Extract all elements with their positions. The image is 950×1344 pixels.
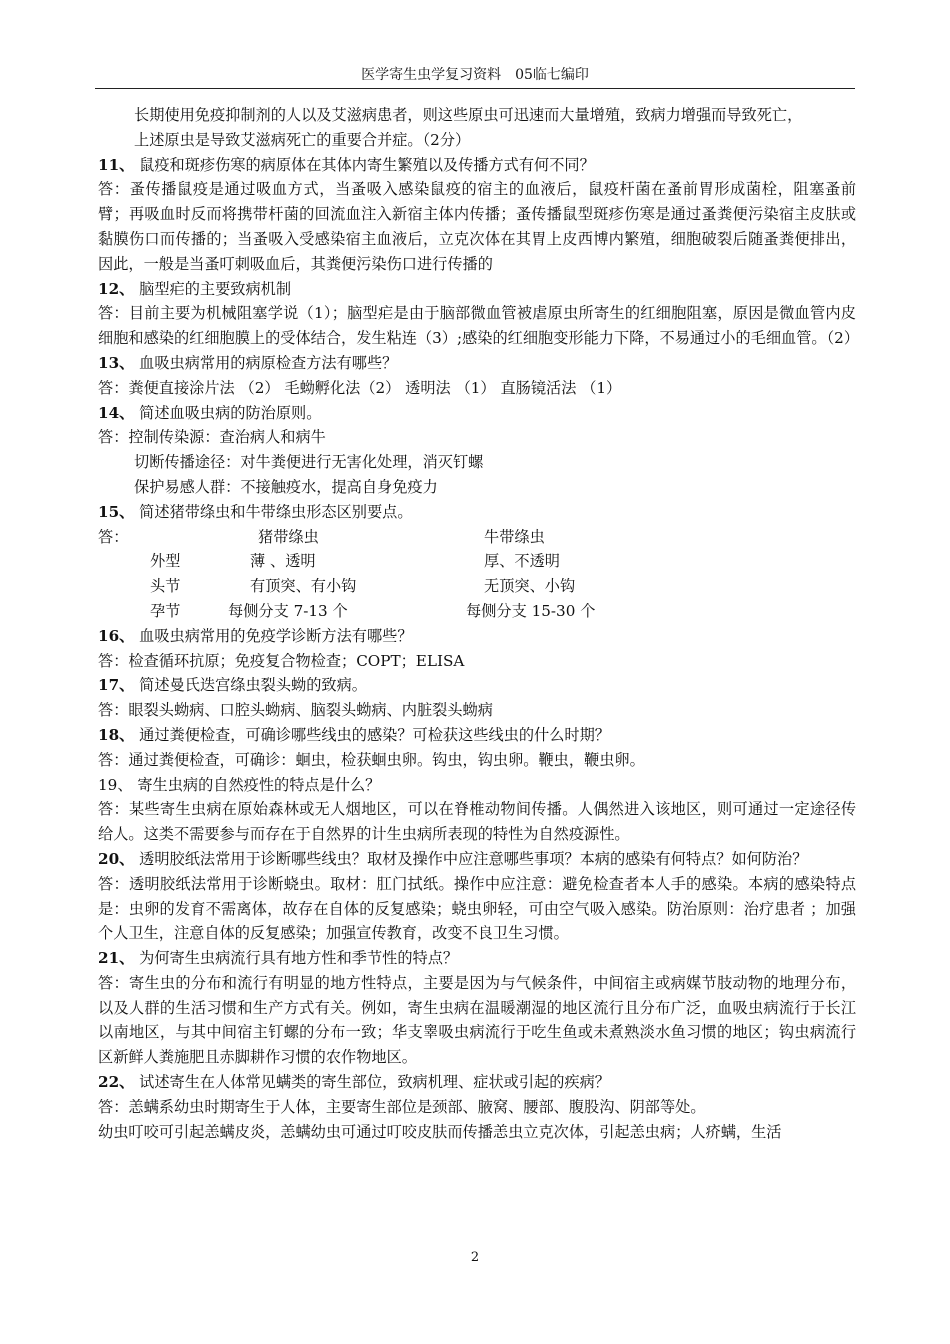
question-text: 简述猪带绦虫和牛带绦虫形态区别要点。 [134,502,413,521]
answer-18: 答：通过粪便检查，可确诊：蛔虫，检获蛔虫卵。钩虫，钩虫卵。鞭虫，鞭虫卵。 [98,750,645,769]
intro-paragraph [98,103,856,153]
question-text: 试述寄生在人体常见螨类的寄生部位，致病机理、症状或引起的疾病？ [134,1073,610,1092]
question-number: 14、 [98,403,135,422]
question-text: 简述血吸虫病的防治原则。 [134,403,322,422]
column-header-pork-tapeworm: 猪带绦虫 [258,527,319,546]
answer-22-line-2: 幼虫叮咬可引起恙螨皮炎，恙螨幼虫可通过叮咬皮肤而传播恙虫立克次体，引起恙虫病；人疥螨，生活 [98,1122,782,1141]
answer-22-line-1: 答：恙螨系幼虫时期寄生于人体，主要寄生部位是颈部、腋窝、腰部、腹股沟、阴部等处。 [98,1097,706,1116]
document-body [98,103,860,1144]
question-13 [98,351,856,376]
cell-beef: 每侧分支 15-30 个 [466,601,596,620]
question-text: 透明胶纸法常用于诊断哪些线虫？取材及操作中应注意哪些事项？本病的感染有何特点？如何防治？ [134,849,808,868]
question-text: 通过粪便检查，可确诊哪些线虫的感染？可检获这些线虫的什么时期？ [134,725,610,744]
question-number: 17、 [98,676,135,695]
column-header-beef-tapeworm: 牛带绦虫 [484,527,545,546]
answer-14-line-1: 答：控制传染源：查治病人和病牛 [98,428,326,447]
question-19 [98,773,856,798]
question-number: 21、 [98,949,135,968]
question-number: 19、 [98,775,133,794]
answer-17: 答：眼裂头蚴病、口腔头蚴病、脑裂头蚴病、内脏裂头蚴病 [98,701,493,720]
comparison-table-header [98,525,856,550]
question-text: 寄生虫病的自然疫性的特点是什么？ [132,775,381,794]
comparison-table-row [98,599,856,624]
running-header: 医学寄生虫学复习资料 05临七编印 [95,64,855,89]
row-label: 孕节 [150,601,181,620]
question-number: 12、 [98,279,135,298]
question-text: 为何寄生虫病流行具有地方性和季节性的特点？ [134,949,459,968]
question-18 [98,723,856,748]
answer-16: 答：检查循环抗原；免疫复合物检查；COPT；ELISA [98,651,465,670]
cell-beef: 无顶突、小钩 [484,577,576,596]
answer-14-line-2: 切断传播途径：对牛粪便进行无害化处理，消灭钉螺 [134,453,484,472]
cell-beef: 厚、不透明 [484,552,560,571]
question-11 [98,153,856,178]
answer-21: 答：寄生虫的分布和流行有明显的地方性特点，主要是因为与气候条件，中间宿主或病媒节肢动物的地理分布，以及人群的生活习惯和生产方式有关。例如，寄生虫病在温暖潮湿的地区流行且分布广泛，血吸虫病流行于长江以南地区，与其中间宿主钉螺的分布一致；华支睾吸虫病流行于吃生鱼或未煮熟淡水鱼习惯的地区；钩虫病流行区新鲜人粪施肥且赤脚耕作习惯的农作物地区。 [98,973,856,1067]
question-14 [98,401,856,426]
answer-13: 答：粪便直接涂片法 （2） 毛蚴孵化法（2） 透明法 （1） 直肠镜活法 （1） [98,378,622,397]
question-number: 11、 [98,155,135,174]
question-number: 22、 [98,1073,135,1092]
answer-label: 答： [98,527,129,546]
question-number: 20、 [98,849,135,868]
cell-pork: 每侧分支 7-13 个 [228,601,348,620]
question-17 [98,673,856,698]
question-15 [98,500,856,525]
question-21 [98,946,856,971]
question-number: 15、 [98,502,135,521]
question-text: 鼠疫和斑疹伤寒的病原体在其体内寄生繁殖以及传播方式有何不同？ [134,155,595,174]
answer-19: 答：某些寄生虫病在原始森林或无人烟地区，可以在脊椎动物间传播。人偶然进入该地区，则可通过一定途径传给人。这类不需要参与而存在于自然界的计生虫病所表现的特性为自然疫源性。 [98,800,856,844]
question-22 [98,1070,856,1095]
question-12 [98,277,856,302]
question-text: 简述曼氏迭宫绦虫裂头蚴的致病。 [134,676,367,695]
question-number: 16、 [98,626,135,645]
answer-20: 答：透明胶纸法常用于诊断蛲虫。取材：肛门拭纸。操作中应注意：避免检查者本人手的感染。本病的感染特点是：虫卵的发育不需离体，故存在自体的反复感染；蛲虫卵轻，可由空气吸入感染。防治原则：治疗患者 ；加强个人卫生，注意自体的反复感染；加强宣传教育，改变不良卫生习惯。 [98,874,856,943]
intro-line-2: 上述原虫是导致艾滋病死亡的重要合并症。（2分） [134,130,471,149]
comparison-table-row [98,549,856,574]
question-20 [98,847,856,872]
question-text: 脑型疟的主要致病机制 [134,279,292,298]
answer-14-line-3: 保护易感人群：不接触疫水，提高自身免疫力 [134,477,438,496]
question-text: 血吸虫病常用的免疫学诊断方法有哪些？ [134,626,413,645]
question-number: 13、 [98,353,135,372]
cell-pork: 有顶突、有小钩 [250,577,357,596]
question-16 [98,624,856,649]
answer-11: 答：蚤传播鼠疫是通过吸血方式，当蚤吸入感染鼠疫的宿主的血液后，鼠疫杆菌在蚤前胃形成菌栓，阻塞蚤前臂；再吸血时反而将携带杆菌的回流血注入新宿主体内传播；蚤传播鼠型斑疹伤寒是通过蚤粪便污染宿主皮肤或黏膜伤口而传播的；当蚤吸入受感染宿主血液后，立克次体在其胃上皮西博内繁殖，细胞破裂后随蚤粪便排出，因此，一般是当蚤叮刺吸血后，其粪便污染伤口进行传播的 [98,180,856,273]
comparison-table-row [98,574,856,599]
row-label: 外型 [150,552,181,571]
question-number: 18、 [98,725,135,744]
row-label: 头节 [150,577,181,596]
page-number: 2 [470,1250,480,1265]
cell-pork: 薄 、透明 [250,552,316,571]
answer-12: 答：目前主要为机械阻塞学说（1）；脑型疟是由于脑部微血管被虐原虫所寄生的红细胞阻塞，原因是微血管内皮细胞和感染的红细胞膜上的受体结合，发生粘连（3）;感染的红细胞变形能力下降，不易通过小的毛细血管。（2） [98,304,860,348]
intro-line-1: 长期使用免疫抑制剂的人以及艾滋病患者，则这些原虫可迅速而大量增殖，致病力增强而导致死亡， [134,106,803,124]
question-text: 血吸虫病常用的病原检查方法有哪些？ [134,353,398,372]
